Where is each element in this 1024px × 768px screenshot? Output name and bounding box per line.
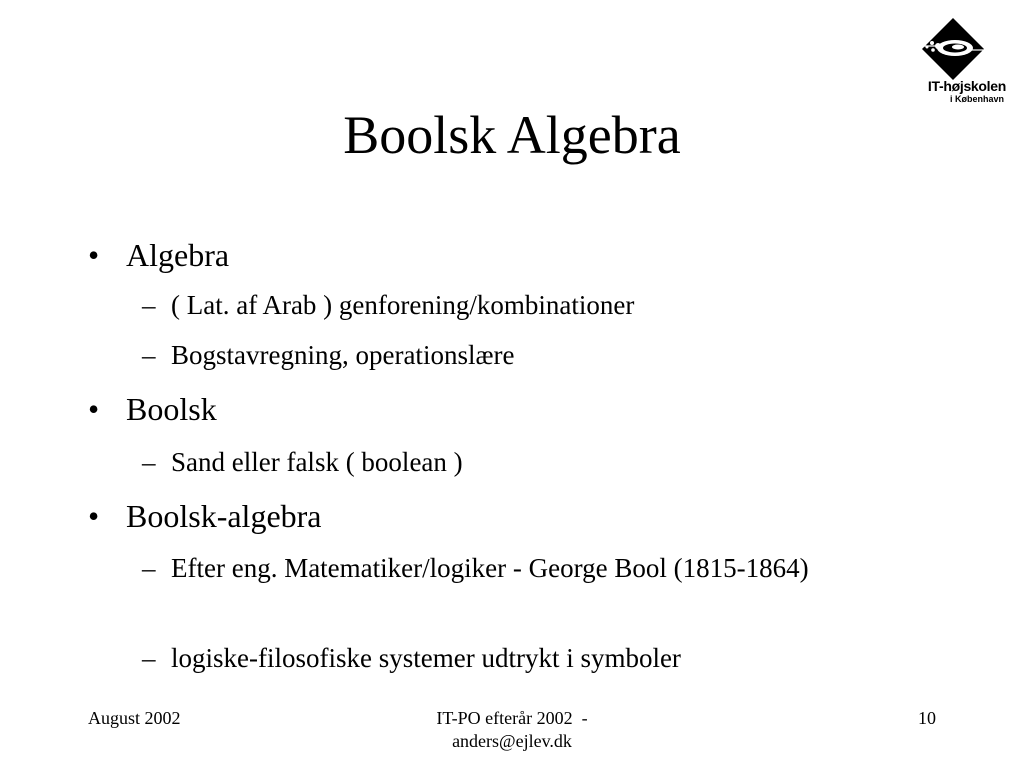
- logo-subtitle: i København: [949, 94, 1004, 104]
- sub-bullet-text: ( Lat. af Arab ) genforening/kombinationer: [171, 290, 635, 320]
- logo: [906, 16, 1006, 106]
- page-number: 10: [918, 708, 936, 728]
- dash-marker: –: [142, 447, 156, 477]
- dash-marker: –: [142, 643, 156, 673]
- logo-name: IT-højskolen: [927, 78, 1006, 94]
- slide-title: Boolsk Algebra: [343, 105, 681, 165]
- sub-bullet-text: Sand eller falsk ( boolean ): [171, 447, 463, 477]
- bullet-text: Boolsk: [126, 391, 217, 427]
- footer-course: [412, 707, 612, 753]
- bullet-text: Boolsk-algebra: [126, 498, 322, 534]
- it-hojskolen-logo-icon: [918, 16, 988, 86]
- footer-email: anders@ejlev.dk: [452, 731, 572, 751]
- bullet-marker: •: [88, 498, 100, 534]
- footer-course-line1: IT-PO efterår 2002 -: [436, 708, 588, 728]
- dash-marker: –: [142, 553, 156, 583]
- sub-bullet-text: Bogstavregning, operationslære: [171, 340, 515, 370]
- footer-date: August 2002: [88, 708, 181, 728]
- sub-bullet-text: Efter eng. Matematiker/logiker - George Bool (1815-1864): [171, 553, 809, 583]
- bullet-marker: •: [88, 391, 100, 427]
- dash-marker: –: [142, 340, 156, 370]
- bullet-text: Algebra: [126, 237, 230, 273]
- dash-marker: –: [142, 290, 156, 320]
- sub-bullet-text: logiske-filosofiske systemer udtrykt i symboler: [171, 643, 681, 673]
- bullet-marker: •: [88, 237, 100, 273]
